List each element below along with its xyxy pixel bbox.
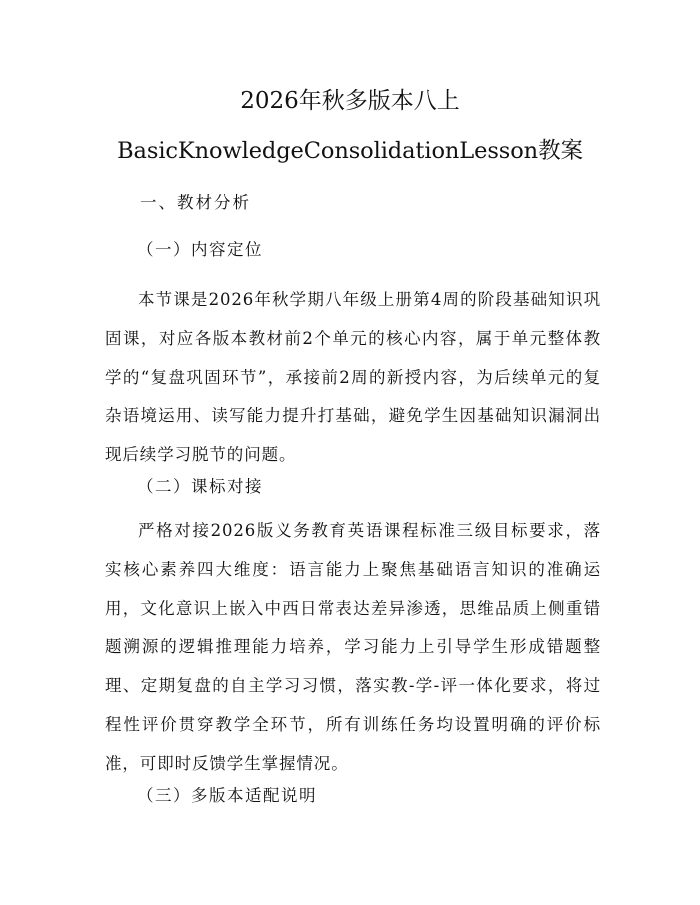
subsection-heading-curriculum-alignment: （二）课标对接 (137, 477, 263, 496)
section-heading-textbook-analysis: 一、教材分析 (140, 193, 251, 212)
subsection-heading-multi-version-adaptation: （三）多版本适配说明 (137, 786, 317, 805)
document-title-line-1: 2026年秋多版本八上 (240, 88, 460, 114)
paragraph-curriculum-alignment: 严格对接2026版义务教育英语课程标准三级目标要求，落实核心素养四大维度：语言能力上聚焦基础语言知识的准确运用，文化意识上嵌入中西日常表达差异渗透，思维品质上侧重错题溯源的逻辑推理能力培养，学习能力上引导学生形成错题整理、定期复盘的自主学习习惯，落实教-学-评一体化要求，将过程性评价贯穿教学全环节，所有训练任务均设置明确的评价标准，可即时反馈学生掌握情况。 (105, 521, 601, 773)
paragraph-content-positioning: 本节课是2026年秋学期八年级上册第4周的阶段基础知识巩固课，对应各版本教材前2个单元的核心内容，属于单元整体教学的“复盘巩固环节”，承接前2周的新授内容，为后续单元的复杂语境运用、读写能力提升打基础，避免学生因基础知识漏洞出现后续学习脱节的问题。 (105, 290, 601, 465)
subsection-heading-content-positioning: （一）内容定位 (137, 240, 263, 259)
document-title-line-2: BasicKnowledgeConsolidationLesson教案 (117, 138, 583, 164)
